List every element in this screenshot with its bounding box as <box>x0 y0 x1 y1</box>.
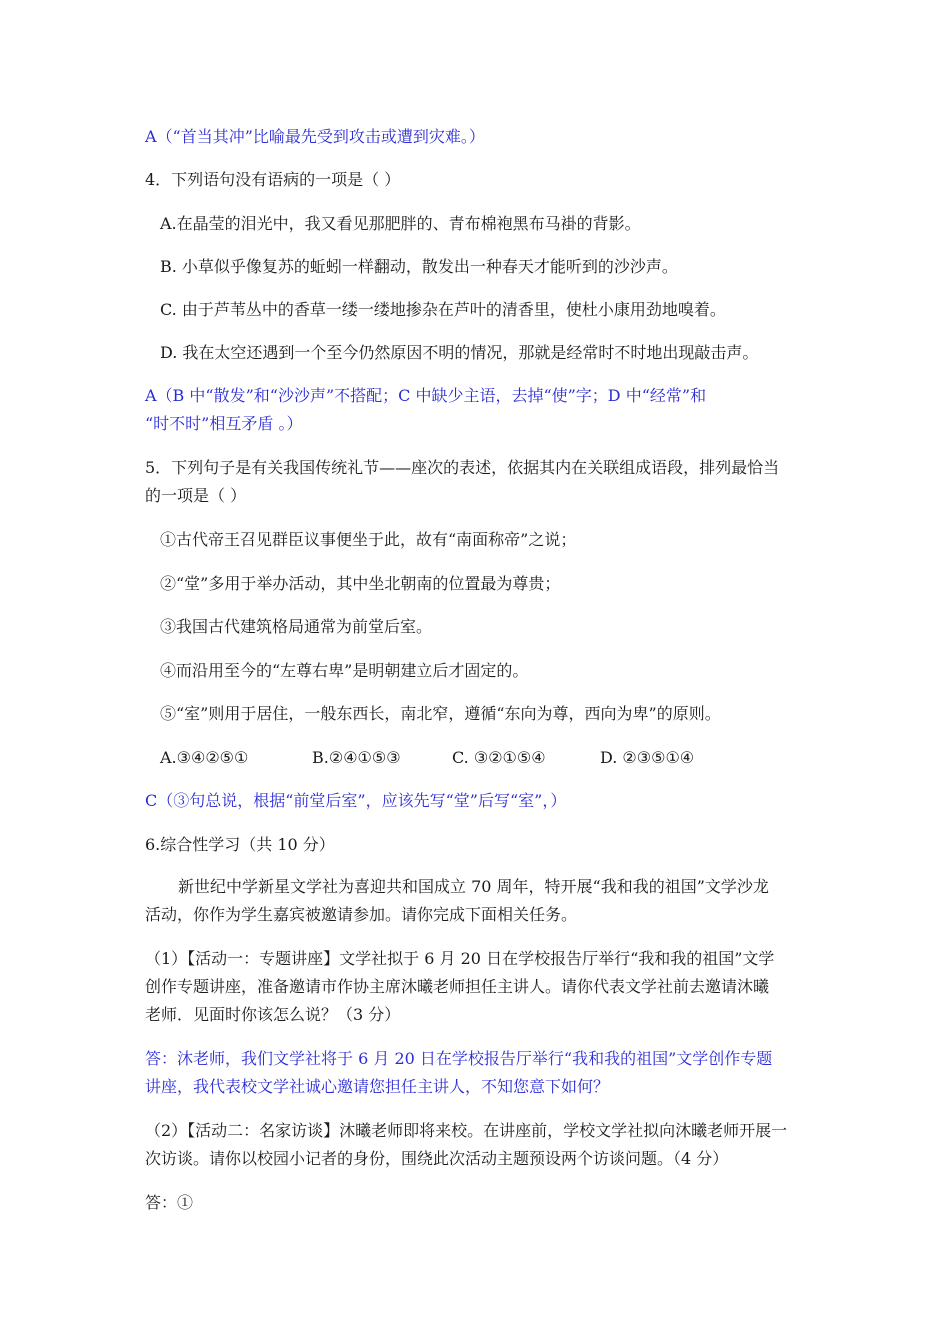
q4-stem: 4．下列语句没有语病的一项是（ ） <box>145 170 401 189</box>
q4-answer-line-2: “时不时”相互矛盾 。） <box>145 414 303 433</box>
q6-sub1-line-2: 创作专题讲座，准备邀请市作协主席沐曦老师担任主讲人。请你代表文学社前去邀请沐曦 <box>145 977 770 996</box>
q6-answer1-line-1: 答：沐老师，我们文学社将于 6 月 20 日在学校报告厅举行“我和我的祖国”文学创作专题 <box>145 1049 773 1068</box>
q5-item-4: ④而沿用至今的“左尊右卑”是明朝建立后才固定的。 <box>160 661 529 680</box>
q6-answer2: 答：① <box>145 1193 194 1212</box>
q5-stem-line-1: 5．下列句子是有关我国传统礼节——座次的表述，依据其内在关联组成语段，排列最恰当 <box>145 458 780 477</box>
q5-item-2: ②“堂”多用于举办活动，其中坐北朝南的位置最为尊贵； <box>160 574 561 593</box>
q5-choices <box>160 748 694 768</box>
q5-stem-line-2: 的一项是（ ） <box>145 486 247 505</box>
q4-option-b: B. 小草似乎像复苏的蚯蚓一样翻动，散发出一种春天才能听到的沙沙声。 <box>160 257 678 276</box>
answer-q3: A（“首当其冲”比喻最先受到攻击或遭到灾难。） <box>145 127 485 146</box>
q5-choice-b: B.②④①⑤③ <box>312 748 401 767</box>
q5-item-5: ⑤“室”则用于居住，一般东西长，南北窄，遵循“东向为尊，西向为卑”的原则。 <box>160 704 721 723</box>
q4-answer-line-1: A（B 中“散发”和“沙沙声”不搭配；C 中缺少主语，去掉“使”字；D 中“经常”和 <box>145 386 707 405</box>
q6-sub1-line-3: 老师．见面时你该怎么说？（3 分） <box>145 1005 401 1024</box>
q6-answer1-line-2: 讲座，我代表校文学社诚心邀请您担任主讲人，不知您意下如何？ <box>145 1077 610 1096</box>
q5-item-3: ③我国古代建筑格局通常为前堂后室。 <box>160 617 433 636</box>
q5-choice-c: C. ③②①⑤④ <box>452 748 546 767</box>
q5-item-1: ①古代帝王召见群臣议事便坐于此，故有“南面称帝”之说； <box>160 530 577 549</box>
q5-choice-d: D. ②③⑤①④ <box>600 748 695 767</box>
q4-option-c: C. 由于芦苇丛中的香草一缕一缕地掺杂在芦叶的清香里，使杜小康用劲地嗅着。 <box>160 300 726 319</box>
q6-title: 6.综合性学习（共 10 分） <box>145 835 335 854</box>
q4-option-a: A.在晶莹的泪光中，我又看见那肥胖的、青布棉袍黑布马褂的背影。 <box>160 214 641 233</box>
q6-intro-line-1: 新世纪中学新星文学社为喜迎共和国成立 70 周年，特开展“我和我的祖国”文学沙龙 <box>178 877 769 896</box>
q6-intro-line-2: 活动，你作为学生嘉宾被邀请参加。请你完成下面相关任务。 <box>145 905 578 924</box>
q4-option-d: D. 我在太空还遇到一个至今仍然原因不明的情况，那就是经常时不时地出现敲击声。 <box>160 343 759 362</box>
q5-choice-a: A.③④②⑤① <box>160 748 249 767</box>
q6-sub2-line-1: （2）【活动二：名家访谈】沐曦老师即将来校。在讲座前，学校文学社拟向沐曦老师开展一 <box>145 1121 788 1140</box>
q5-answer: C（③句总说，根据“前堂后室”，应该先写“堂”后写“室”，） <box>145 791 567 810</box>
q6-sub1-line-1: （1）【活动一：专题讲座】文学社拟于 6 月 20 日在学校报告厅举行“我和我的祖国”文学 <box>145 949 775 968</box>
q6-sub2-line-2: 次访谈。请你以校园小记者的身份，围绕此次活动主题预设两个访谈问题。（4 分） <box>145 1149 729 1168</box>
